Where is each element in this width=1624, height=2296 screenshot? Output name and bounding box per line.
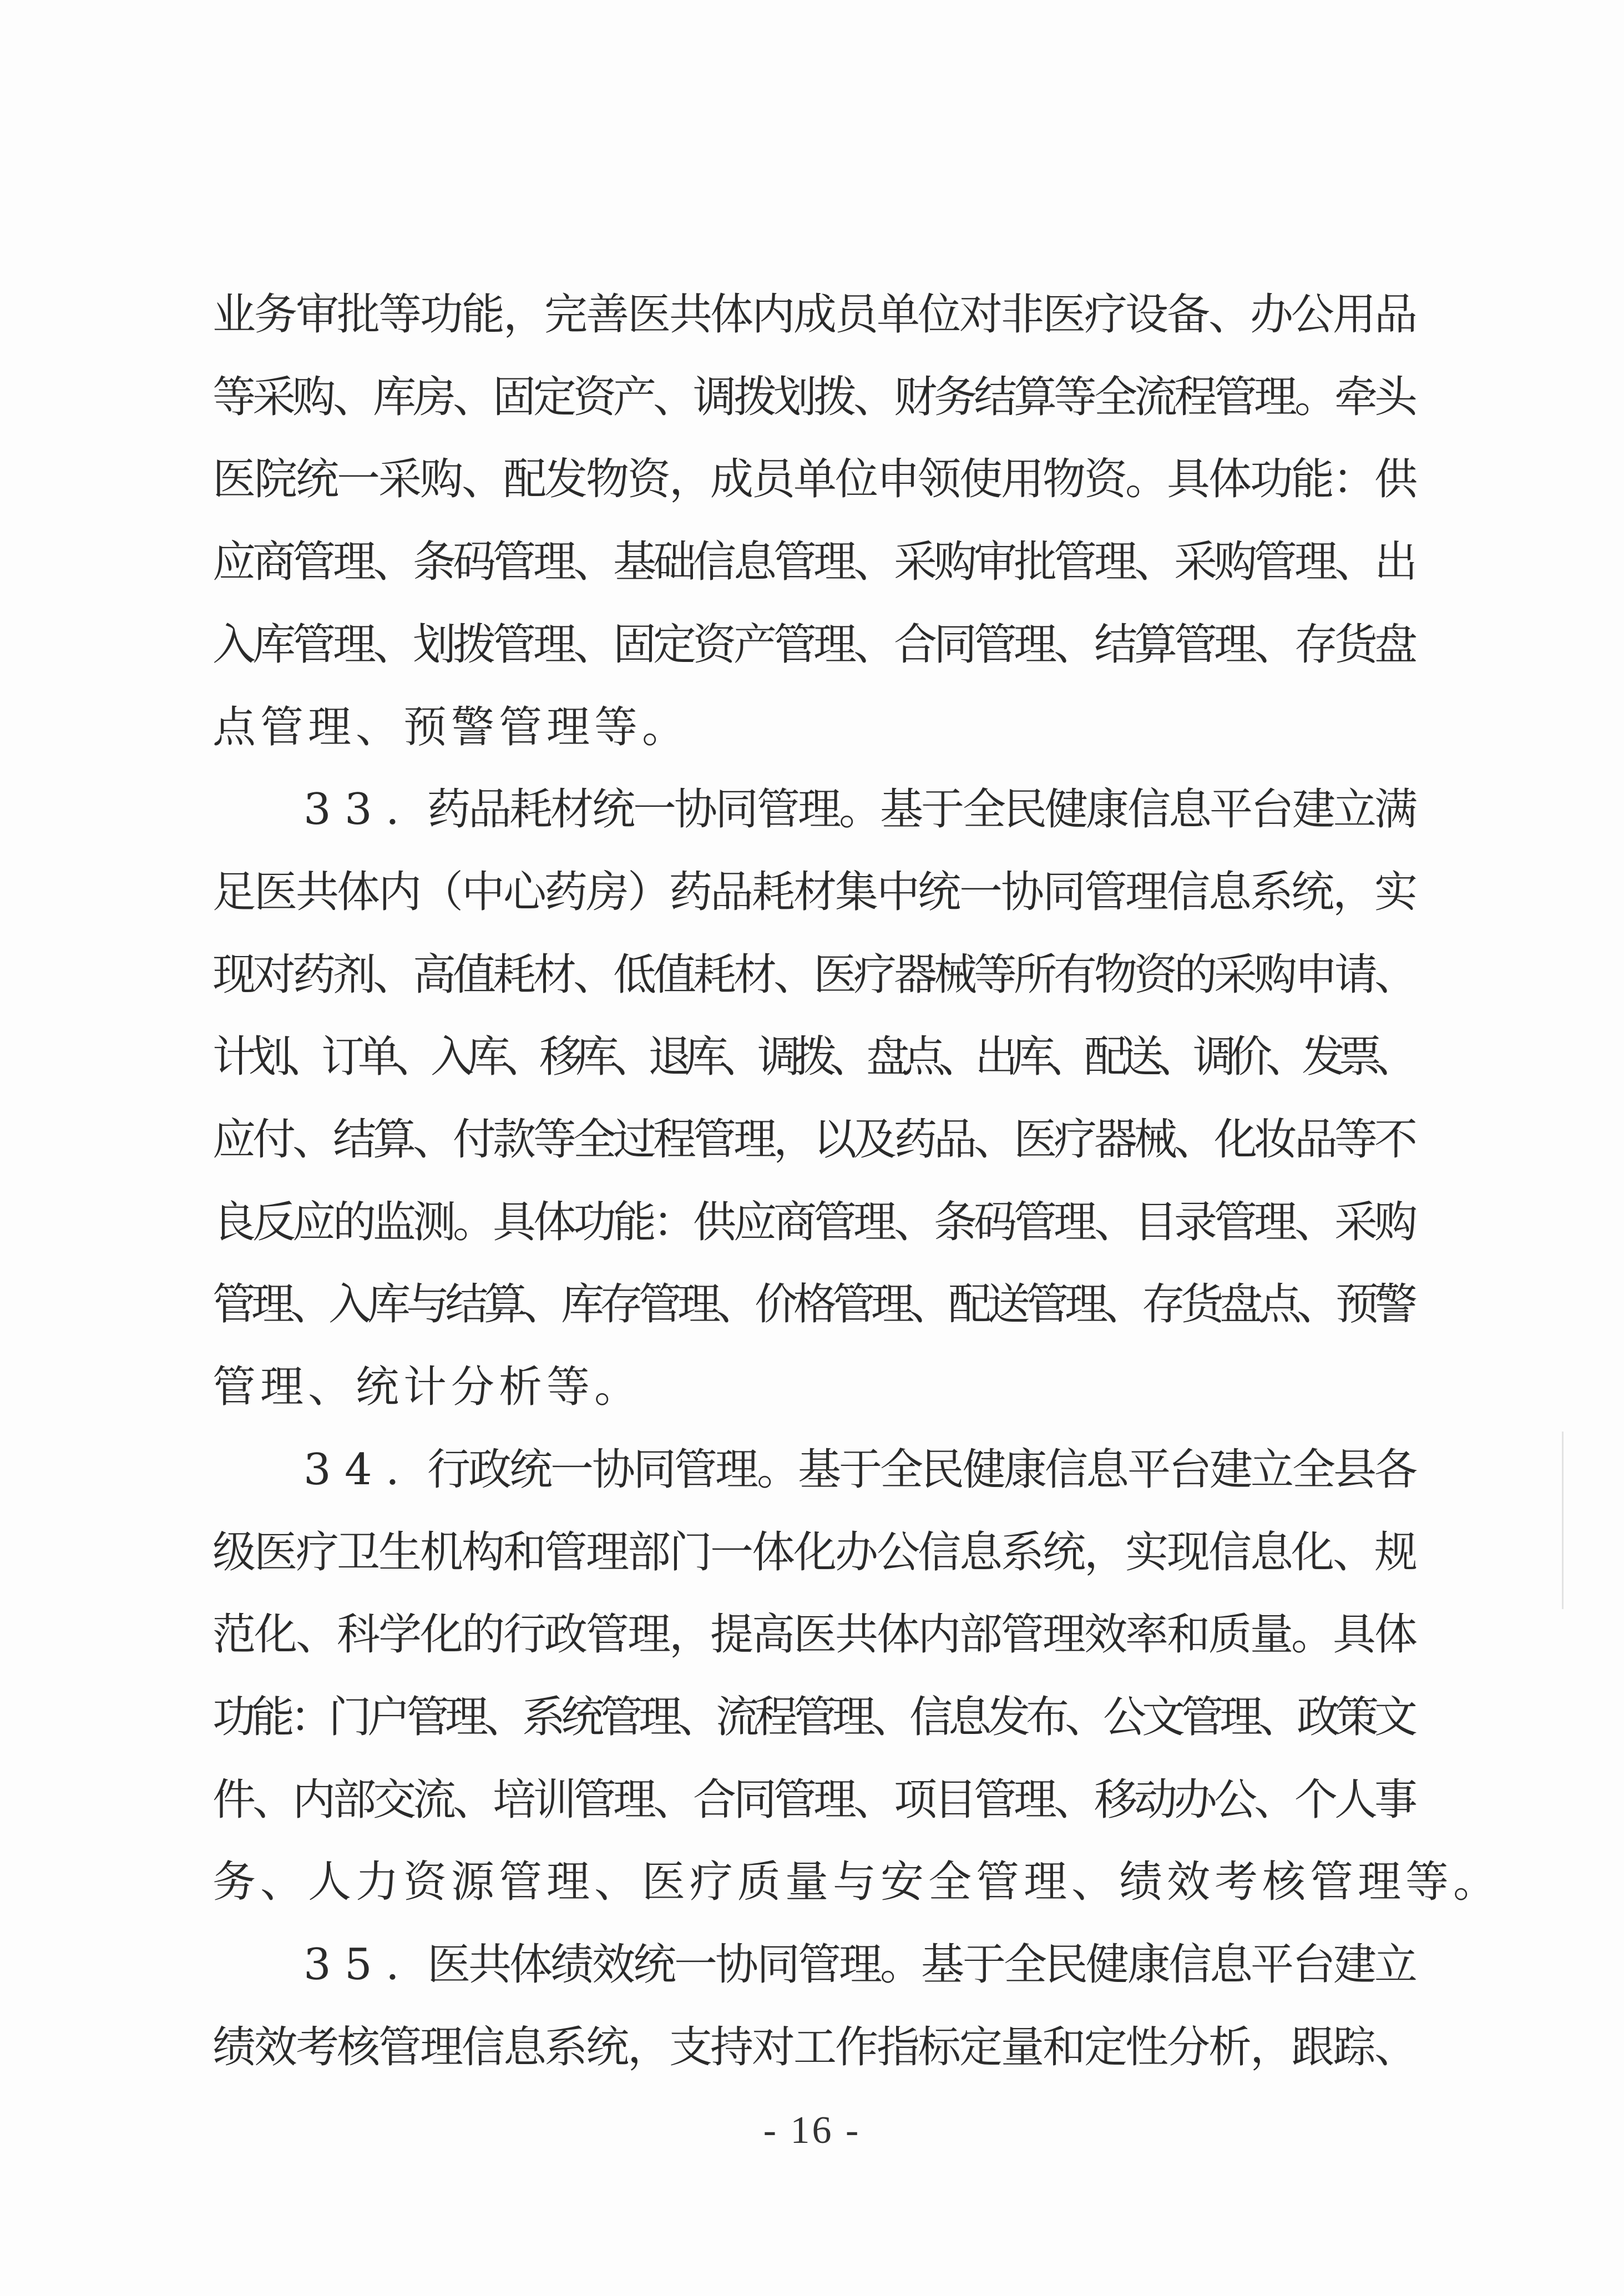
text-line: 件 、 内 部 交 流 、 培 训 管 理 、 合 同 管 理 、 项 目 管 理 、 移 动 办 公 、 个 人 事: [213, 1775, 1418, 1825]
text-line: 等 采 购 、 库 房 、 固 定 资 产 、 调 拨 划 拨 、 财 务 结 算 等 全 流 程 管 理 。 牵 头: [213, 372, 1418, 422]
text-line: 管 理 、 统 计 分 析 等 。: [213, 1362, 638, 1412]
text-line: 3 5 . 医 共 体 绩 效 统 一 协 同 管 理 。 基 于 全 民 健 康 信 息 平 台 建 立: [303, 1940, 1418, 1990]
text-line: 级 医 疗 卫 生 机 构 和 管 理 部 门 一 体 化 办 公 信 息 系 统 ， 实 现 信 息 化 、 规: [213, 1528, 1418, 1577]
text-line: 管 理 、 入 库 与 结 算 、 库 存 管 理 、 价 格 管 理 、 配 送 管 理 、 存 货 盘 点 、 预 警: [213, 1280, 1418, 1329]
text-line: 务 、 人 力 资 源 管 理 、 医 疗 质 量 与 安 全 管 理 、 绩 效 考 核 管 理 等 。: [213, 1857, 1497, 1907]
text-line: 范 化 、 科 学 化 的 行 政 管 理 ， 提 高 医 共 体 内 部 管 理 效 率 和 质 量 。 具 体: [213, 1610, 1418, 1660]
text-line: 应 商 管 理 、 条 码 管 理 、 基 础 信 息 管 理 、 采 购 审 批 管 理 、 采 购 管 理 、 出: [213, 537, 1418, 587]
text-line: 3 3 . 药 品 耗 材 统 一 协 同 管 理 。 基 于 全 民 健 康 信 息 平 台 建 立 满: [303, 785, 1418, 835]
text-line: 入 库 管 理 、 划 拨 管 理 、 固 定 资 产 管 理 、 合 同 管 理 、 结 算 管 理 、 存 货 盘: [213, 620, 1418, 670]
text-line: 绩 效 考 核 管 理 信 息 系 统 ， 支 持 对 工 作 指 标 定 量 和 定 性 分 析 ， 跟 踪 、: [213, 2022, 1418, 2072]
text-line: 应 付 、 结 算 、 付 款 等 全 过 程 管 理 ， 以 及 药 品 、 医 疗 器 械 、 化 妆 品 等 不: [213, 1115, 1418, 1165]
text-line: 点 管 理 、 预 警 管 理 等 。: [213, 702, 686, 752]
text-line: 计 划 、 订 单 、 入 库 、 移 库 、 退 库 、 调 拨 、 盘 点 、 出 库 、 配 送 、 调 价 、 发 票 、: [213, 1032, 1418, 1082]
text-line: 良 反 应 的 监 测 。 具 体 功 能 ： 供 应 商 管 理 、 条 码 管 理 、 目 录 管 理 、 采 购: [213, 1197, 1418, 1247]
text-line: 功 能 ： 门 户 管 理 、 系 统 管 理 、 流 程 管 理 、 信 息 发 布 、 公 文 管 理 、 政 策 文: [213, 1692, 1418, 1742]
text-line: 医 院 统 一 采 购 、 配 发 物 资 ， 成 员 单 位 申 领 使 用 物 资 。 具 体 功 能 ： 供: [213, 454, 1418, 504]
text-line: 3 4 . 行 政 统 一 协 同 管 理 。 基 于 全 民 健 康 信 息 平 台 建 立 全 县 各: [303, 1445, 1418, 1495]
scan-edge-mark: [1562, 1432, 1564, 1609]
page-number: - 16 -: [763, 2109, 861, 2152]
text-line: 足 医 共 体 内 （ 中 心 药 房 ） 药 品 耗 材 集 中 统 一 协 同 管 理 信 息 系 统 ， 实: [213, 867, 1418, 917]
text-line: 业 务 审 批 等 功 能 ， 完 善 医 共 体 内 成 员 单 位 对 非 医 疗 设 备 、 办 公 用 品: [213, 290, 1418, 340]
text-line: 现 对 药 剂 、 高 值 耗 材 、 低 值 耗 材 、 医 疗 器 械 等 所 有 物 资 的 采 购 申 请 、: [213, 950, 1418, 1000]
